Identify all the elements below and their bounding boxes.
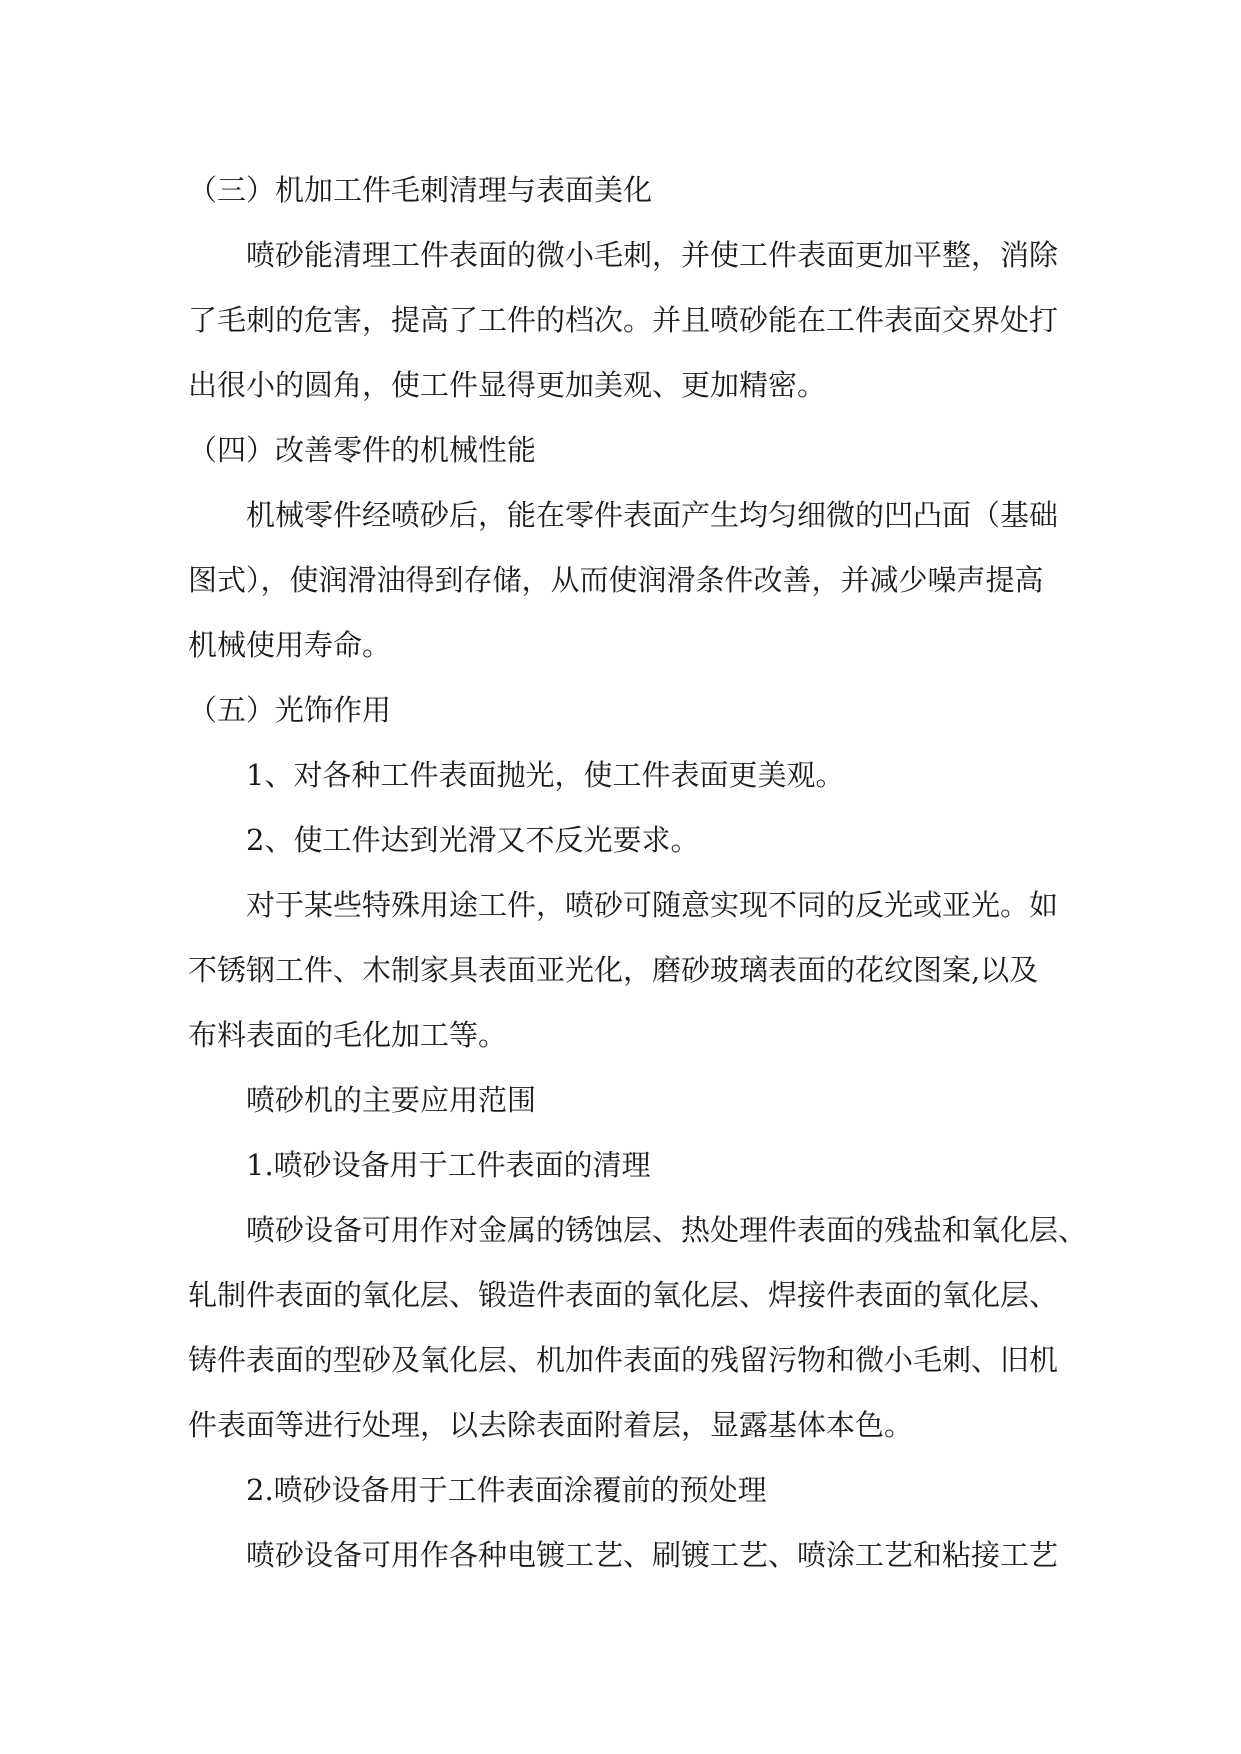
body-text — [188, 158, 1088, 1588]
paragraph-line: 对于某些特殊用途工件，喷砂可随意实现不同的反光或亚光。如 — [246, 888, 1059, 922]
paragraph-line: 布料表面的毛化加工等。 — [188, 1018, 508, 1052]
paragraph-line: 件表面等进行处理，以去除表面附着层，显露基体本色。 — [188, 1408, 914, 1442]
paragraph-line: 了毛刺的危害，提高了工件的档次。并且喷砂能在工件表面交界处打 — [188, 303, 1059, 337]
section-heading-4: （四）改善零件的机械性能 — [188, 433, 537, 467]
subsection-heading-2: 2.喷砂设备用于工件表面涂覆前的预处理 — [246, 1473, 767, 1507]
list-item-2: 2、使工件达到光滑又不反光要求。 — [246, 823, 700, 857]
subsection-heading-1: 1.喷砂设备用于工件表面的清理 — [246, 1148, 651, 1182]
paragraph-line: 铸件表面的型砂及氧化层、机加件表面的残留污物和微小毛刺、旧机 — [188, 1343, 1059, 1377]
paragraph-line: 喷砂能清理工件表面的微小毛刺，并使工件表面更加平整，消除 — [246, 238, 1059, 272]
paragraph-line: 不锈钢工件、木制家具表面亚光化，磨砂玻璃表面的花纹图案,以及 — [188, 953, 1039, 987]
paragraph-line: 喷砂设备可用作对金属的锈蚀层、热处理件表面的残盐和氧化层、 — [246, 1213, 1088, 1247]
paragraph-line: 出很小的圆角，使工件显得更加美观、更加精密。 — [188, 368, 827, 402]
subsection-title: 喷砂机的主要应用范围 — [246, 1083, 537, 1117]
paragraph-line: 喷砂设备可用作各种电镀工艺、刷镀工艺、喷涂工艺和粘接工艺 — [246, 1538, 1059, 1572]
paragraph-line: 机械使用寿命。 — [188, 628, 392, 662]
paragraph-line: 图式），使润滑油得到存储，从而使润滑条件改善，并减少噪声提高 — [188, 563, 1044, 597]
paragraph-line: 机械零件经喷砂后，能在零件表面产生均匀细微的凹凸面（基础 — [246, 498, 1059, 532]
paragraph-line: 轧制件表面的氧化层、锻造件表面的氧化层、焊接件表面的氧化层、 — [188, 1278, 1059, 1312]
section-heading-3: （三）机加工件毛刺清理与表面美化 — [188, 173, 653, 207]
section-heading-5: （五）光饰作用 — [188, 693, 392, 727]
list-item-1: 1、对各种工件表面抛光，使工件表面更美观。 — [246, 758, 845, 792]
